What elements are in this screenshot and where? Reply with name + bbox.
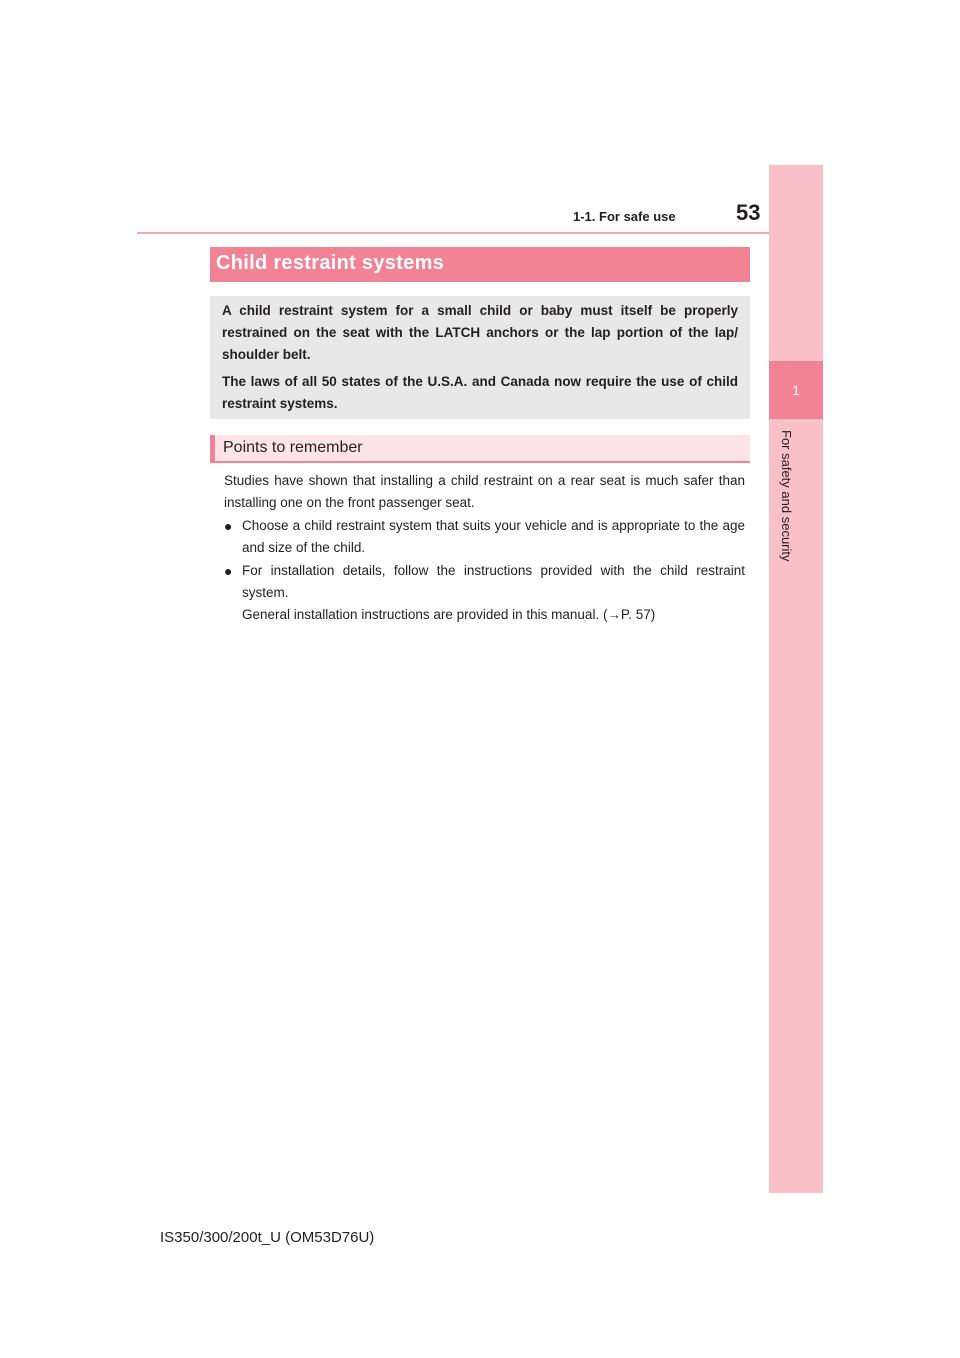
body-paragraph: Studies have shown that installing a child restraint on a rear seat is much safer than installing one on the front passenger seat. xyxy=(224,473,745,510)
chapter-number: 1 xyxy=(792,382,800,398)
page-number: 53 xyxy=(736,200,761,225)
chapter-title: For safety and security xyxy=(779,430,794,562)
header-rule xyxy=(137,232,823,234)
list-item xyxy=(224,560,745,626)
footer-model: IS350/300/200t_U (OM53D76U) xyxy=(160,1229,375,1246)
subsection-body xyxy=(224,470,745,627)
bullet-icon: ● xyxy=(224,563,233,579)
intro-paragraph: The laws of all 50 states of the U.S.A. and Canada now require the use of child restraint systems. xyxy=(222,374,738,411)
intro-box xyxy=(210,296,750,419)
chapter-tab[interactable] xyxy=(769,361,823,419)
chapter-side-strip xyxy=(769,165,823,1193)
header-section-title: 1-1. For safe use xyxy=(573,209,676,224)
bullet-text: For installation details, follow the instructions provided with the child restraint system. xyxy=(242,563,745,600)
section-heading: Child restraint systems xyxy=(210,247,750,282)
page-reference-link[interactable]: General installation instructions are provided in this manual. (→P. 57) xyxy=(242,607,656,622)
subsection-heading: Points to remember xyxy=(210,435,750,463)
bullet-icon: ● xyxy=(224,518,233,534)
bullet-text: Choose a child restraint system that suits your vehicle and is appropriate to the age and size of the child. xyxy=(242,518,745,555)
bullet-list xyxy=(224,515,745,626)
intro-paragraph: A child restraint system for a small child or baby must itself be properly restrained on the seat with the LATCH anchors or the lap portion of the lap/ shoulder belt. xyxy=(222,303,738,362)
list-item xyxy=(224,515,745,559)
